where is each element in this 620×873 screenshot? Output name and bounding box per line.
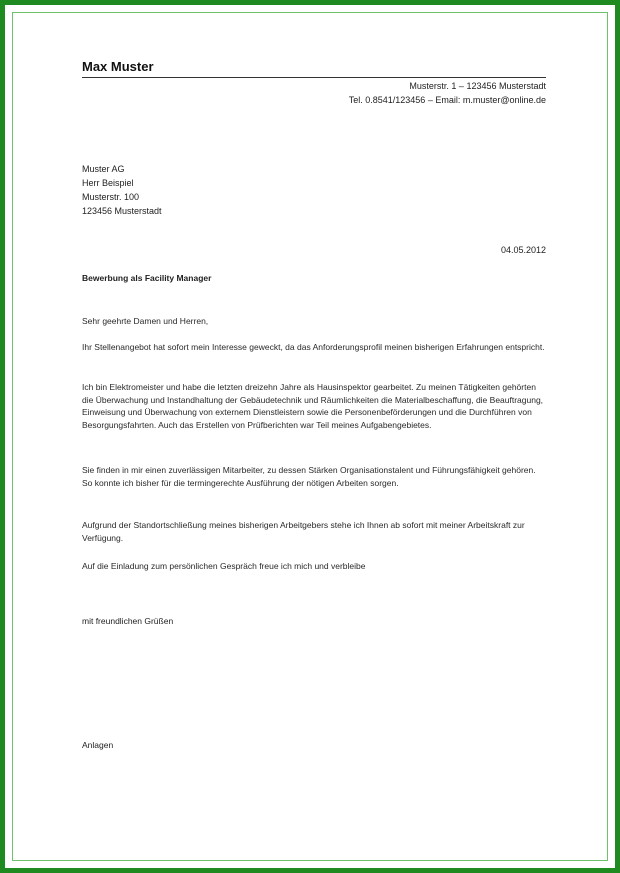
recipient-street: Musterstr. 100 [82, 192, 140, 202]
letter-subject: Bewerbung als Facility Manager [82, 273, 212, 283]
recipient-company: Muster AG [82, 164, 125, 174]
body-paragraph: Sie finden in mir einen zuverlässigen Mitarbeiter, zu dessen Stärken Organisationstalent und Führungsfähigkeit gehören. So konnte ich bisher für die termingerechte Ausführung der nötigen Arbeiten sorgen. [82, 465, 536, 488]
sender-name: Max Muster [82, 59, 154, 74]
attachments-label: Anlagen [82, 740, 114, 750]
recipient-person: Herr Beispiel [82, 178, 134, 188]
letter-date: 04.05.2012 [500, 245, 546, 255]
closing: mit freundlichen Grüßen [82, 616, 174, 626]
body-paragraph: Aufgrund der Standortschließung meines bisherigen Arbeitgebers stehe ich Ihnen ab sofort mit meiner Arbeitskraft zur Verfügung. [82, 520, 525, 543]
body-paragraph: Ich bin Elektromeister und habe die letzten dreizehn Jahre als Hausinspektor gearbeitet. Zu meinen Tätigkeiten gehörten die Überwachung und Instandhaltung der Gebäudetechnik und Räumlichkeiten die Materialbeschaffung, die Beauftragung, Einweisung und Überwachung von externem Dienstleistern sowie die Personenbeförderungen und die Durchführen von Besorgungsfahrten. Auch das Erstellen von Prüfberichten war Teil meines Aufgabengebietes. [82, 382, 544, 430]
sender-contact: Tel. 0.8541/123456 – Email: m.muster@online.de [348, 95, 546, 105]
body-paragraph: Auf die Einladung zum persönlichen Gespräch freue ich mich und verbleibe [82, 561, 366, 571]
salutation: Sehr geehrte Damen und Herren, [82, 316, 209, 326]
header-rule [82, 77, 546, 78]
recipient-block [82, 162, 162, 218]
sender-address: Musterstr. 1 – 123456 Musterstadt [409, 81, 546, 91]
recipient-city: 123456 Musterstadt [82, 206, 162, 216]
body-paragraph: Ihr Stellenangebot hat sofort mein Interesse geweckt, da das Anforderungsprofil meinen bisherigen Erfahrungen entspricht. [82, 342, 545, 352]
